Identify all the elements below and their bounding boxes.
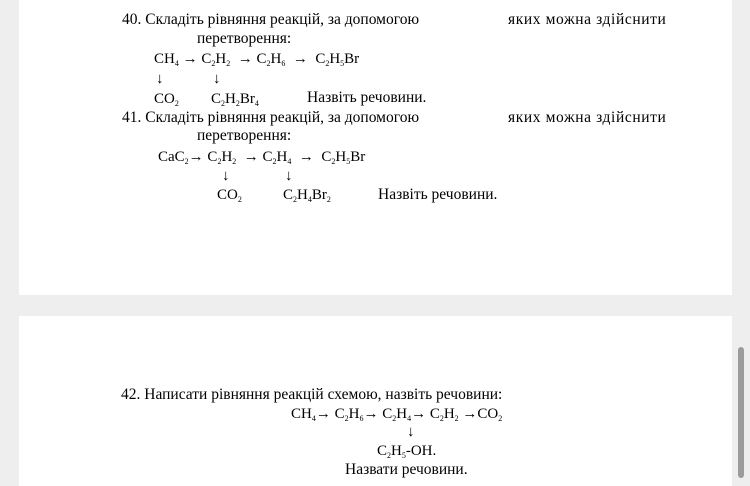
arrow-icon: →: [292, 51, 308, 67]
arrow-icon: →: [315, 406, 331, 422]
problem-41-header: 41. Складіть рівняння реакцій, за допомогою: [122, 109, 420, 126]
down-arrow-icon: ↓: [222, 168, 230, 184]
down-arrow-icon: ↓: [213, 71, 221, 87]
formula-c2h4br2: $C_2H_4Br_2$: [283, 187, 331, 204]
arrow-icon: →: [462, 406, 478, 422]
arrow-icon: →: [411, 406, 427, 422]
formula-c2h5br: $C_2H_5Br$: [321, 149, 366, 166]
formula-c2h5oh: $C_2H_5-OH$.: [377, 443, 437, 460]
down-arrow-icon: ↓: [285, 168, 293, 184]
formula-c2h2: $C_2H_2$: [207, 149, 237, 166]
arrow-icon: →: [298, 149, 314, 165]
arrow-icon: →: [182, 51, 198, 67]
problem-42-chain: [291, 405, 502, 423]
formula-cac2: CaC$_2$: [158, 149, 189, 166]
arrow-icon: →: [243, 149, 259, 165]
problem-40-chain: [154, 50, 359, 68]
formula-c2h6: $C_2H_6$: [334, 406, 364, 423]
formula-c2h2br4: $C_2H_2Br_4$: [211, 91, 259, 108]
problem-40-subheader: перетворення:: [197, 30, 292, 47]
problem-41-header-tail: яких можна здійснити: [508, 109, 667, 126]
arrow-icon: →: [188, 149, 204, 165]
problem-41-chain: [158, 148, 365, 166]
formula-c2h2: $C_2H_2$: [429, 406, 459, 423]
formula-c2h4: $C_2H_4$: [382, 406, 412, 423]
arrow-icon: →: [363, 406, 379, 422]
arrow-icon: →: [237, 51, 253, 67]
formula-co2: $CO_2$: [477, 406, 503, 423]
formula-c2h2: $C_2H_2$: [201, 51, 231, 68]
formula-ch4: $CH_4$: [291, 406, 316, 423]
scrollbar[interactable]: [738, 347, 744, 478]
formula-ch4: $CH_4$: [154, 51, 179, 68]
formula-c2h5br: $C_2H_5Br$: [315, 51, 360, 68]
problem-card-1: [19, 0, 732, 295]
problem-41-instruction: Назвіть речовини.: [378, 186, 498, 203]
down-arrow-icon: ↓: [156, 71, 164, 87]
problem-41-subheader: перетворення:: [197, 127, 292, 144]
problem-40-instruction: Назвіть речовини.: [307, 89, 427, 106]
formula-co2: $CO_2$: [217, 187, 242, 204]
formula-c2h4: $C_2H_4$: [262, 149, 292, 166]
formula-co2: $CO_2$: [154, 91, 179, 108]
problem-42-header: 42. Написати рівняння реакцій схемою, назвіть речовини:: [121, 386, 503, 403]
formula-c2h6: $C_2H_6$: [256, 51, 286, 68]
problem-42-instruction: Назвати речовини.: [345, 461, 468, 478]
problem-40-header-tail: яких можна здійснити: [508, 11, 667, 28]
problem-40-header: 40. Складіть рівняння реакцій, за допомогою: [122, 11, 420, 28]
down-arrow-icon: ↓: [407, 424, 415, 440]
